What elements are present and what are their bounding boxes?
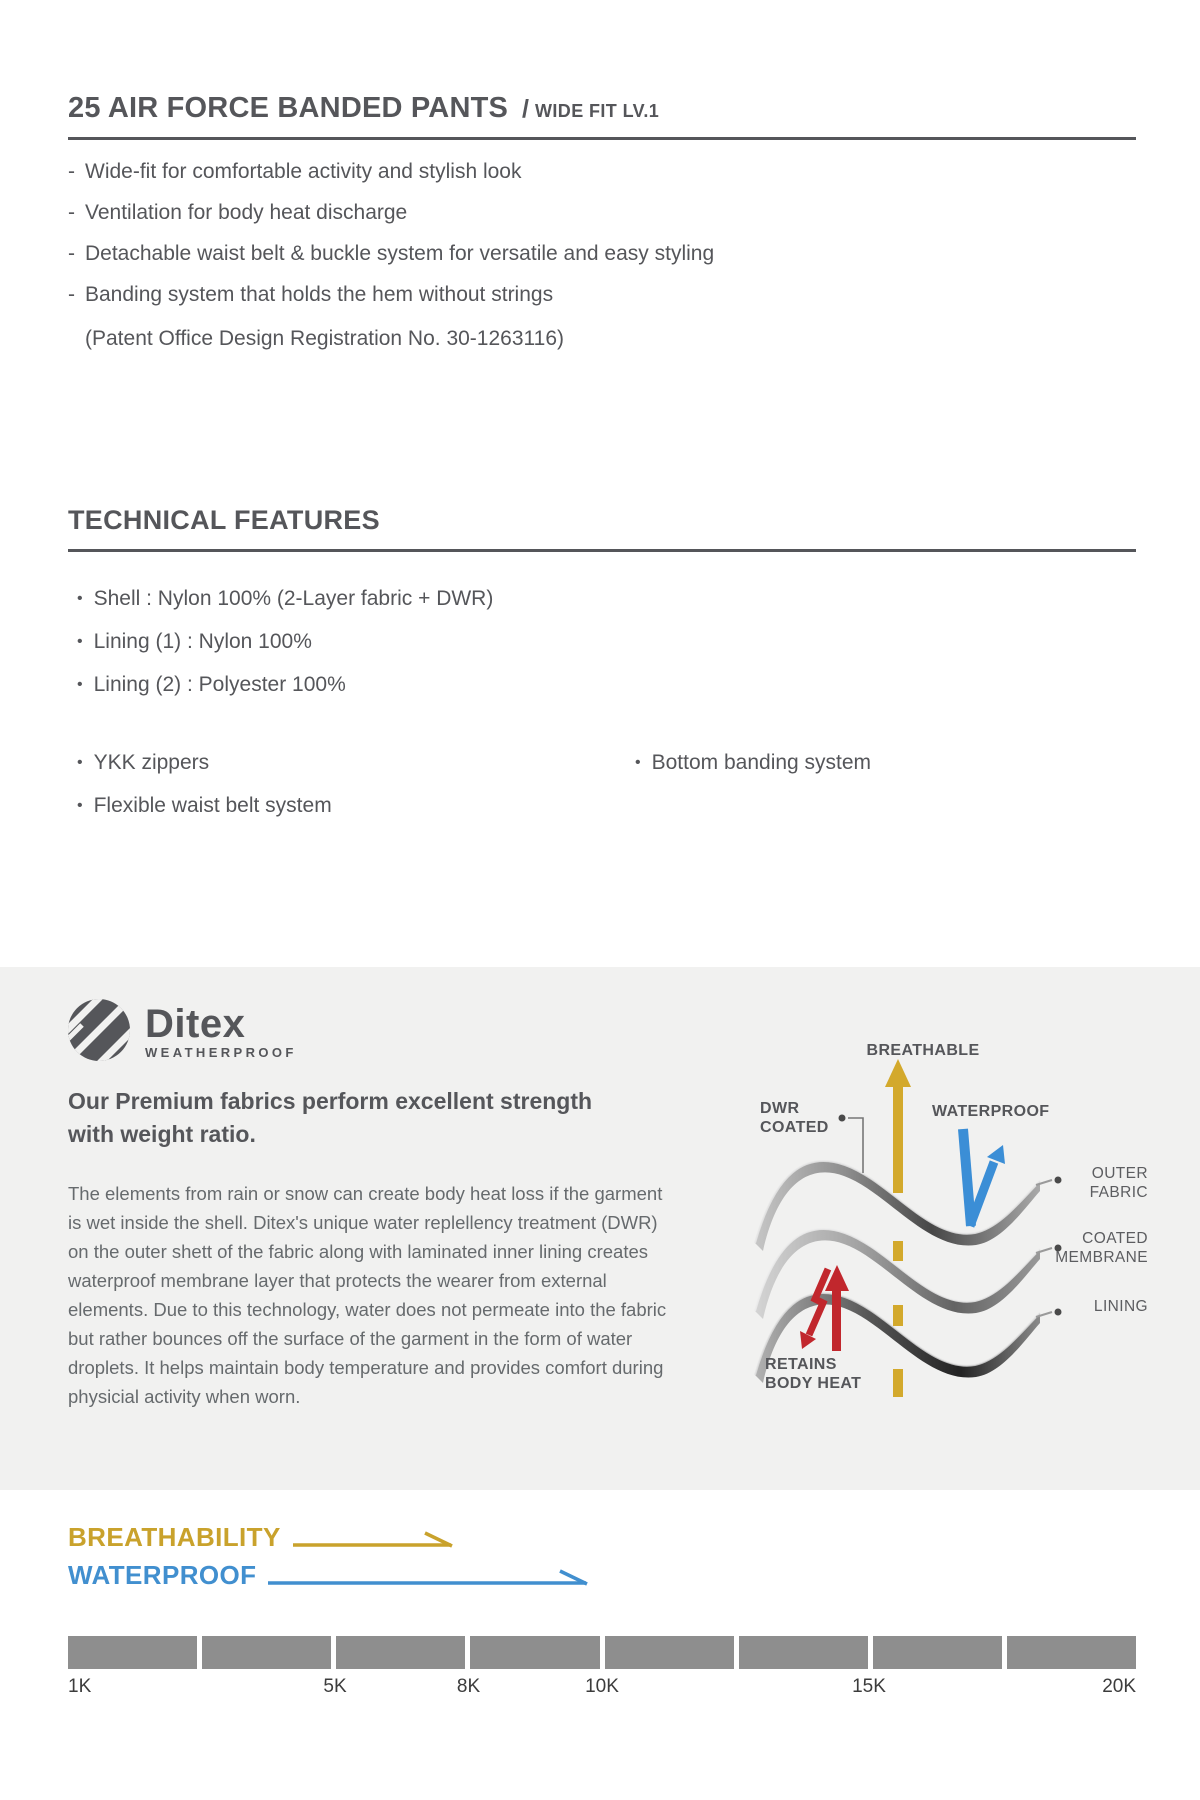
breathability-row [68, 1522, 455, 1553]
leader-lines [1036, 1180, 1052, 1317]
label-breathable: BREATHABLE [866, 1042, 980, 1059]
breathability-arrow-icon [293, 1531, 455, 1549]
scale-segment [1007, 1636, 1136, 1669]
waterproof-scale-arrow-icon [268, 1569, 590, 1587]
feature-list [68, 160, 968, 324]
ditex-logo-icon [66, 997, 132, 1068]
scale-segment [739, 1636, 868, 1669]
brand-name: Ditex [145, 1002, 246, 1046]
scale-tick: 1K [68, 1676, 92, 1697]
scale-tick: 20K [1102, 1676, 1136, 1697]
feature-item: - Wide-fit for comfortable activity and stylish look [68, 160, 968, 183]
patent-note: (Patent Office Design Registration No. 30-1263116) [85, 327, 564, 350]
extra-item: • Bottom banding system [635, 752, 1035, 776]
waterproof-row [68, 1560, 590, 1591]
material-item: • Lining (2) : Polyester 100% [77, 674, 777, 698]
title-slash: / [522, 95, 529, 123]
materials-list [77, 588, 777, 717]
scale-segment [605, 1636, 734, 1669]
rating-scale-bar [68, 1636, 1136, 1669]
extra-item: • Flexible waist belt system [77, 795, 577, 819]
label-coated-membrane: COATED MEMBRANE [1055, 1230, 1148, 1266]
scale-tick: 10K [585, 1676, 619, 1697]
page-header [68, 92, 1136, 140]
scale-tick-labels [68, 1676, 1136, 1700]
label-waterproof: WATERPROOF [932, 1103, 1050, 1120]
ditex-logo [66, 997, 297, 1068]
extras-left-list [77, 752, 577, 838]
scale-tick: 8K [456, 1676, 481, 1697]
waterproof-label: WATERPROOF [68, 1560, 257, 1590]
extras-right-list [635, 752, 1035, 795]
brand-subtitle: WEATHERPROOF [145, 1045, 297, 1060]
label-retains-body-heat: RETAINS BODY HEAT [765, 1356, 862, 1392]
fabric-layers-diagram [730, 1033, 1160, 1433]
scale-segment [336, 1636, 465, 1669]
scale-segment [470, 1636, 599, 1669]
ditex-panel [0, 967, 1200, 1490]
scale-tick: 15K [852, 1676, 886, 1697]
page-title: 25 AIR FORCE BANDED PANTS [68, 92, 509, 124]
scale-segment [202, 1636, 331, 1669]
feature-item: - Detachable waist belt & buckle system for versatile and easy styling [68, 242, 968, 265]
feature-item: - Ventilation for body heat discharge [68, 201, 968, 224]
label-outer-fabric: OUTER FABRIC [1089, 1165, 1148, 1201]
technical-features-heading: TECHNICAL FEATURES [68, 505, 1136, 552]
fabric-heading: Our Premium fabrics perform excellent strength with weight ratio. [68, 1088, 593, 1147]
label-lining: LINING [1093, 1298, 1148, 1315]
scale-segment [873, 1636, 1002, 1669]
scale-tick: 5K [323, 1676, 347, 1697]
ditex-logo-text [145, 1002, 297, 1060]
label-dwr-coated: DWR COATED [760, 1100, 829, 1136]
feature-item: - Banding system that holds the hem without strings [68, 283, 968, 306]
fabric-description: The elements from rain or snow can create body heat loss if the garment is wet inside the shell. Ditex's unique water replellency treatment (DWR) on the outer shett of the fabric along with laminated inner lining creates waterproof membrane layer that protects the wearer from external elements. Due to this technology, water does not permeate into the fabric but rather bounces off the surface of the garment in the form of water droplets. It helps maintain body temperature and provides comfort during physicial activity when worn. [68, 1183, 667, 1407]
material-item: • Lining (1) : Nylon 100% [77, 631, 777, 655]
breathability-label: BREATHABILITY [68, 1522, 281, 1552]
extra-item: • YKK zippers [77, 752, 577, 776]
waterproof-arrow-icon [963, 1129, 1005, 1226]
scale-segment [68, 1636, 197, 1669]
fit-subtitle: WIDE FIT LV.1 [535, 101, 660, 121]
material-item: • Shell : Nylon 100% (2-Layer fabric + DWR) [77, 588, 777, 612]
